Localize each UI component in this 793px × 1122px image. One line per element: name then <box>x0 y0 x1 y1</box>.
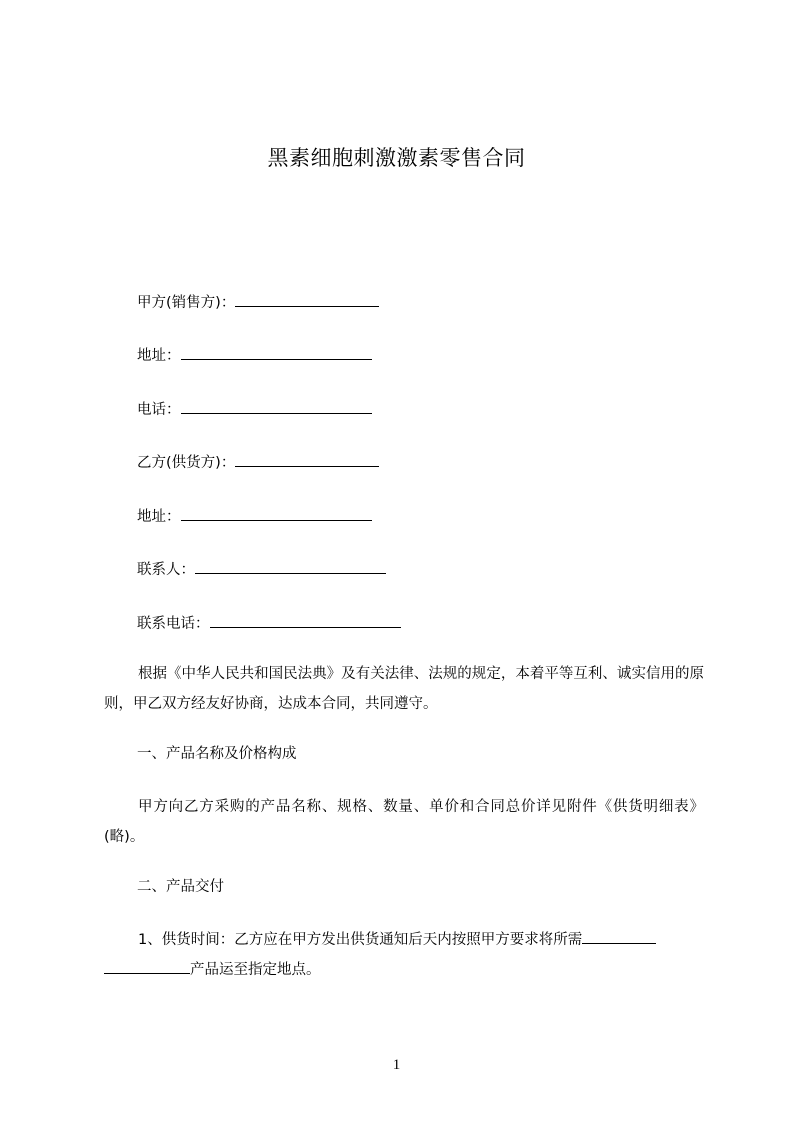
party-a-blank <box>235 291 379 307</box>
page-number: 1 <box>392 1057 401 1073</box>
item-1-line-2 <box>104 955 704 985</box>
contact-phone-field <box>137 612 401 634</box>
contact-field <box>137 558 386 580</box>
address-b-label: 地址： <box>137 509 181 525</box>
phone-a-blank <box>181 398 372 414</box>
address-b-field <box>137 505 372 527</box>
party-b-label: 乙方(供货方)： <box>137 455 236 471</box>
party-a-label: 甲方(销售方)： <box>137 295 236 311</box>
item-1-line-1 <box>104 925 704 955</box>
party-b-field <box>137 451 379 473</box>
section-1-body: 甲方向乙方采购的产品名称、规格、数量、单价和合同总价详见附件《供货明细表》(略)。 <box>104 799 704 845</box>
section-1-heading: 一、产品名称及价格构成 <box>137 746 297 762</box>
item-1-text: 1、供货时间：乙方应在甲方发出供货通知后天内按照甲方要求将所需 <box>138 932 583 948</box>
contact-phone-label: 联系电话： <box>137 616 210 632</box>
phone-a-field <box>137 398 372 420</box>
preamble-paragraph: 根据《中华人民共和国民法典》及有关法律、法规的规定，本着平等互利、诚实信用的原则，甲乙双方经友好协商，达成本合同，共同遵守。 <box>104 666 704 712</box>
contact-label: 联系人： <box>137 562 195 578</box>
address-a-field <box>137 344 372 366</box>
party-b-blank <box>235 451 379 467</box>
address-a-blank <box>181 344 372 360</box>
item-1-text-end: 产品运至指定地点。 <box>190 962 321 978</box>
contract-title: 黑素细胞刺激激素零售合同 <box>267 146 526 170</box>
contact-blank <box>195 558 386 574</box>
item-1-blank-b <box>104 958 190 974</box>
address-a-label: 地址： <box>137 348 181 364</box>
section-2-item-1 <box>104 925 704 985</box>
phone-a-label: 电话： <box>137 402 181 418</box>
party-a-field <box>137 291 379 313</box>
section-2-heading: 二、产品交付 <box>137 879 224 895</box>
contact-phone-blank <box>210 612 401 628</box>
address-b-blank <box>181 505 372 521</box>
item-1-blank-a <box>582 928 656 944</box>
